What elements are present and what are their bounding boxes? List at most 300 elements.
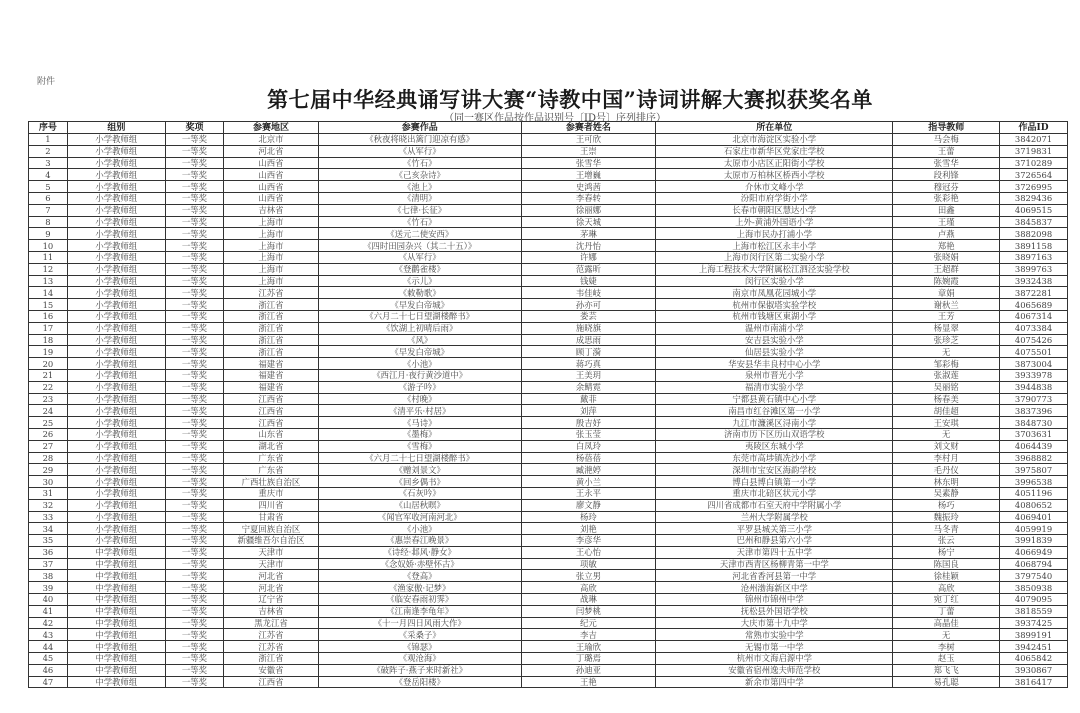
table-row — [29, 653, 1068, 665]
col-work-cell: 《风》 — [318, 334, 521, 346]
col-region-cell: 甘肃省 — [224, 511, 319, 523]
col-region-cell: 浙江省 — [224, 653, 319, 665]
col-teacher-cell: 马会梅 — [893, 134, 1000, 146]
col-teacher-cell: 张彩艳 — [893, 192, 1000, 204]
header-col-teacher: 指导教师 — [893, 122, 1000, 134]
col-unit-cell: 东莞市高埗镇冼沙小学 — [656, 452, 893, 464]
col-index-cell: 14 — [29, 287, 68, 299]
col-work-cell: 《诗经·邶风·静女》 — [318, 546, 521, 558]
col-region-cell: 上海市 — [224, 228, 319, 240]
col-region-cell: 四川省 — [224, 499, 319, 511]
col-teacher-cell: 马冬青 — [893, 523, 1000, 535]
col-region-cell: 上海市 — [224, 216, 319, 228]
col-index-cell: 18 — [29, 334, 68, 346]
table-row — [29, 228, 1068, 240]
col-award-cell: 一等奖 — [165, 358, 223, 370]
table-row — [29, 192, 1068, 204]
col-work-cell: 《锦瑟》 — [318, 641, 521, 653]
col-award-cell: 一等奖 — [165, 487, 223, 499]
col-teacher-cell: 王超群 — [893, 263, 1000, 275]
col-unit-cell: 安徽省宿州逸夫师范学校 — [656, 664, 893, 676]
col-index-cell: 7 — [29, 204, 68, 216]
col-name-cell: 蒋巧真 — [521, 358, 656, 370]
col-index-cell: 36 — [29, 546, 68, 558]
col-teacher-cell: 无 — [893, 428, 1000, 440]
col-award-cell: 一等奖 — [165, 346, 223, 358]
col-index-cell: 22 — [29, 381, 68, 393]
col-teacher-cell: 李树 — [893, 641, 1000, 653]
col-work-cell: 《村晚》 — [318, 393, 521, 405]
col-work-id-cell: 3790773 — [1000, 393, 1068, 405]
col-name-cell: 徐天城 — [521, 216, 656, 228]
col-teacher-cell: 段利锋 — [893, 169, 1000, 181]
col-index-cell: 26 — [29, 428, 68, 440]
col-work-id-cell: 3996538 — [1000, 476, 1068, 488]
col-name-cell: 孙亦可 — [521, 299, 656, 311]
col-name-cell: 成思雨 — [521, 334, 656, 346]
col-teacher-cell: 张淑莲 — [893, 369, 1000, 381]
col-work-id-cell: 4069401 — [1000, 511, 1068, 523]
col-region-cell: 黑龙江省 — [224, 617, 319, 629]
col-work-id-cell: 3891158 — [1000, 240, 1068, 252]
col-award-cell: 一等奖 — [165, 546, 223, 558]
col-name-cell: 王增巍 — [521, 169, 656, 181]
col-unit-cell: 温州市南浦小学 — [656, 322, 893, 334]
table-row — [29, 641, 1068, 653]
col-work-cell: 《竹石》 — [318, 157, 521, 169]
col-index-cell: 44 — [29, 641, 68, 653]
col-award-cell: 一等奖 — [165, 181, 223, 193]
col-unit-cell: 沧州渤海新区中学 — [656, 582, 893, 594]
col-work-cell: 《游子吟》 — [318, 381, 521, 393]
col-name-cell: 廖文静 — [521, 499, 656, 511]
col-teacher-cell: 郑飞飞 — [893, 664, 1000, 676]
col-group-cell: 中学教师组 — [67, 629, 165, 641]
col-work-cell: 《敕勒歌》 — [318, 287, 521, 299]
col-work-id-cell: 3703631 — [1000, 428, 1068, 440]
col-work-cell: 《清明》 — [318, 192, 521, 204]
table-row — [29, 405, 1068, 417]
col-work-id-cell: 3944838 — [1000, 381, 1068, 393]
col-award-cell: 一等奖 — [165, 629, 223, 641]
col-work-cell: 《从军行》 — [318, 251, 521, 263]
col-work-id-cell: 4080652 — [1000, 499, 1068, 511]
col-group-cell: 小学教师组 — [67, 134, 165, 146]
col-name-cell: 丁璐焉 — [521, 653, 656, 665]
col-award-cell: 一等奖 — [165, 145, 223, 157]
table-row — [29, 546, 1068, 558]
col-index-cell: 41 — [29, 605, 68, 617]
col-work-cell: 《闻官军收河南河北》 — [318, 511, 521, 523]
col-name-cell: 项敏 — [521, 558, 656, 570]
col-teacher-cell: 田鑫 — [893, 204, 1000, 216]
col-work-cell: 《江南逢李龟年》 — [318, 605, 521, 617]
table-row — [29, 511, 1068, 523]
col-unit-cell: 安吉县实验小学 — [656, 334, 893, 346]
col-name-cell: 李彦华 — [521, 535, 656, 547]
col-unit-cell: 闵行区实验小学 — [656, 275, 893, 287]
col-group-cell: 小学教师组 — [67, 204, 165, 216]
col-index-cell: 16 — [29, 310, 68, 322]
header-col-unit: 所在单位 — [656, 122, 893, 134]
col-teacher-cell: 谢秋兰 — [893, 299, 1000, 311]
col-work-cell: 《观沧海》 — [318, 653, 521, 665]
col-region-cell: 福建省 — [224, 369, 319, 381]
col-work-cell: 《早发白帝城》 — [318, 346, 521, 358]
col-group-cell: 小学教师组 — [67, 310, 165, 322]
col-group-cell: 小学教师组 — [67, 511, 165, 523]
table-row — [29, 676, 1068, 688]
col-region-cell: 浙江省 — [224, 346, 319, 358]
col-region-cell: 山西省 — [224, 181, 319, 193]
col-index-cell: 5 — [29, 181, 68, 193]
col-group-cell: 中学教师组 — [67, 570, 165, 582]
col-region-cell: 安徽省 — [224, 664, 319, 676]
col-index-cell: 6 — [29, 192, 68, 204]
header-col-work-id: 作品ID — [1000, 122, 1068, 134]
col-group-cell: 中学教师组 — [67, 546, 165, 558]
col-group-cell: 小学教师组 — [67, 275, 165, 287]
col-group-cell: 中学教师组 — [67, 664, 165, 676]
col-work-cell: 《西江月·夜行黄沙道中》 — [318, 369, 521, 381]
col-group-cell: 小学教师组 — [67, 287, 165, 299]
col-index-cell: 34 — [29, 523, 68, 535]
col-index-cell: 42 — [29, 617, 68, 629]
col-work-id-cell: 4069515 — [1000, 204, 1068, 216]
col-award-cell: 一等奖 — [165, 452, 223, 464]
col-work-cell: 《送元二使安西》 — [318, 228, 521, 240]
col-group-cell: 小学教师组 — [67, 428, 165, 440]
col-work-cell: 《四时田园杂兴（其二十五）》 — [318, 240, 521, 252]
col-region-cell: 广东省 — [224, 464, 319, 476]
col-award-cell: 一等奖 — [165, 157, 223, 169]
table-row — [29, 299, 1068, 311]
col-teacher-cell: 王瑾 — [893, 216, 1000, 228]
col-teacher-cell: 陈婉霞 — [893, 275, 1000, 287]
col-work-cell: 《六月二十七日望湖楼醉书》 — [318, 452, 521, 464]
col-region-cell: 浙江省 — [224, 310, 319, 322]
col-unit-cell: 深圳市宝安区海韵学校 — [656, 464, 893, 476]
col-name-cell: 张立男 — [521, 570, 656, 582]
col-index-cell: 17 — [29, 322, 68, 334]
col-award-cell: 一等奖 — [165, 393, 223, 405]
col-work-cell: 《采桑子》 — [318, 629, 521, 641]
table-row — [29, 428, 1068, 440]
col-work-id-cell: 3797540 — [1000, 570, 1068, 582]
col-work-id-cell: 3899191 — [1000, 629, 1068, 641]
col-index-cell: 10 — [29, 240, 68, 252]
table-body — [29, 134, 1068, 688]
col-name-cell: 杨蓓蓓 — [521, 452, 656, 464]
col-name-cell: 李春转 — [521, 192, 656, 204]
col-name-cell: 王崇 — [521, 145, 656, 157]
col-index-cell: 11 — [29, 251, 68, 263]
col-name-cell: 黄小兰 — [521, 476, 656, 488]
col-region-cell: 天津市 — [224, 558, 319, 570]
col-region-cell: 上海市 — [224, 251, 319, 263]
col-unit-cell: 巴州和静县第六小学 — [656, 535, 893, 547]
col-region-cell: 江西省 — [224, 417, 319, 429]
col-unit-cell: 上外-黄浦外国语小学 — [656, 216, 893, 228]
col-unit-cell: 长春市朝阳区慧达小学 — [656, 204, 893, 216]
col-work-cell: 《雪梅》 — [318, 440, 521, 452]
col-group-cell: 小学教师组 — [67, 322, 165, 334]
col-region-cell: 江西省 — [224, 676, 319, 688]
col-unit-cell: 大庆市第十九中学 — [656, 617, 893, 629]
col-teacher-cell: 张云 — [893, 535, 1000, 547]
col-unit-cell: 宁都县黄石镇中心小学 — [656, 393, 893, 405]
col-work-id-cell: 3816417 — [1000, 676, 1068, 688]
col-work-cell: 《石灰吟》 — [318, 487, 521, 499]
col-index-cell: 9 — [29, 228, 68, 240]
col-teacher-cell: 毛丹仪 — [893, 464, 1000, 476]
col-teacher-cell: 无 — [893, 629, 1000, 641]
col-unit-cell: 石家庄市新华区党家庄学校 — [656, 145, 893, 157]
col-group-cell: 中学教师组 — [67, 594, 165, 606]
col-work-cell: 《六月二十七日望湖楼醉书》 — [318, 310, 521, 322]
col-index-cell: 23 — [29, 393, 68, 405]
col-award-cell: 一等奖 — [165, 535, 223, 547]
col-name-cell: 张雪华 — [521, 157, 656, 169]
col-region-cell: 山西省 — [224, 169, 319, 181]
col-teacher-cell: 易孔聪 — [893, 676, 1000, 688]
col-teacher-cell: 王安琪 — [893, 417, 1000, 429]
col-group-cell: 小学教师组 — [67, 346, 165, 358]
col-region-cell: 吉林省 — [224, 204, 319, 216]
col-unit-cell: 福清市实验小学 — [656, 381, 893, 393]
col-work-cell: 《登鹳雀楼》 — [318, 263, 521, 275]
col-index-cell: 24 — [29, 405, 68, 417]
col-award-cell: 一等奖 — [165, 263, 223, 275]
col-teacher-cell: 张珍芝 — [893, 334, 1000, 346]
col-unit-cell: 天津市西青区杨柳青第一中学 — [656, 558, 893, 570]
col-unit-cell: 泉州市晋光小学 — [656, 369, 893, 381]
col-work-id-cell: 3872281 — [1000, 287, 1068, 299]
header-col-work: 参赛作品 — [318, 122, 521, 134]
col-teacher-cell: 林东明 — [893, 476, 1000, 488]
col-region-cell: 北京市 — [224, 134, 319, 146]
col-region-cell: 宁夏回族自治区 — [224, 523, 319, 535]
col-award-cell: 一等奖 — [165, 653, 223, 665]
col-unit-cell: 常熟市实验中学 — [656, 629, 893, 641]
col-name-cell: 臧滟婷 — [521, 464, 656, 476]
col-work-cell: 《惠崇春江晚景》 — [318, 535, 521, 547]
col-group-cell: 中学教师组 — [67, 558, 165, 570]
col-name-cell: 刘艳 — [521, 523, 656, 535]
col-work-id-cell: 3932438 — [1000, 275, 1068, 287]
table-row — [29, 535, 1068, 547]
col-work-id-cell: 3968882 — [1000, 452, 1068, 464]
col-group-cell: 小学教师组 — [67, 169, 165, 181]
col-name-cell: 高欣 — [521, 582, 656, 594]
table-row — [29, 617, 1068, 629]
col-teacher-cell: 胡佳超 — [893, 405, 1000, 417]
col-unit-cell: 杭州市钱塘区東湖小学 — [656, 310, 893, 322]
col-group-cell: 小学教师组 — [67, 145, 165, 157]
col-unit-cell: 南昌市红谷滩区第一小学 — [656, 405, 893, 417]
col-work-cell: 《示儿》 — [318, 275, 521, 287]
col-award-cell: 一等奖 — [165, 440, 223, 452]
col-award-cell: 一等奖 — [165, 605, 223, 617]
col-group-cell: 小学教师组 — [67, 334, 165, 346]
table-row — [29, 346, 1068, 358]
col-region-cell: 浙江省 — [224, 299, 319, 311]
col-work-id-cell: 3829436 — [1000, 192, 1068, 204]
col-work-id-cell: 4065689 — [1000, 299, 1068, 311]
col-award-cell: 一等奖 — [165, 216, 223, 228]
col-name-cell: 范露昕 — [521, 263, 656, 275]
col-work-id-cell: 3975807 — [1000, 464, 1068, 476]
col-group-cell: 小学教师组 — [67, 417, 165, 429]
col-index-cell: 25 — [29, 417, 68, 429]
col-unit-cell: 天津市第四十五中学 — [656, 546, 893, 558]
col-index-cell: 29 — [29, 464, 68, 476]
col-unit-cell: 仙居县实验小学 — [656, 346, 893, 358]
col-award-cell: 一等奖 — [165, 240, 223, 252]
col-index-cell: 8 — [29, 216, 68, 228]
table-row — [29, 464, 1068, 476]
col-award-cell: 一等奖 — [165, 228, 223, 240]
table-row — [29, 134, 1068, 146]
col-index-cell: 32 — [29, 499, 68, 511]
col-region-cell: 辽宁省 — [224, 594, 319, 606]
col-group-cell: 小学教师组 — [67, 405, 165, 417]
col-teacher-cell: 高欣 — [893, 582, 1000, 594]
col-award-cell: 一等奖 — [165, 251, 223, 263]
col-teacher-cell: 宛丁红 — [893, 594, 1000, 606]
col-region-cell: 浙江省 — [224, 334, 319, 346]
col-unit-cell: 夷陵区东城小学 — [656, 440, 893, 452]
table-row — [29, 664, 1068, 676]
col-award-cell: 一等奖 — [165, 558, 223, 570]
col-unit-cell: 南京市凤凰花园城小学 — [656, 287, 893, 299]
col-group-cell: 小学教师组 — [67, 181, 165, 193]
col-teacher-cell: 杨春美 — [893, 393, 1000, 405]
col-unit-cell: 杭州市保俶塔实验学校 — [656, 299, 893, 311]
col-group-cell: 小学教师组 — [67, 240, 165, 252]
col-work-cell: 《登高》 — [318, 570, 521, 582]
col-teacher-cell: 卢燕 — [893, 228, 1000, 240]
col-index-cell: 21 — [29, 369, 68, 381]
col-award-cell: 一等奖 — [165, 322, 223, 334]
col-work-id-cell: 3899763 — [1000, 263, 1068, 275]
table-row — [29, 558, 1068, 570]
col-work-id-cell: 4066949 — [1000, 546, 1068, 558]
col-group-cell: 小学教师组 — [67, 535, 165, 547]
col-index-cell: 15 — [29, 299, 68, 311]
col-work-cell: 《赠刘景文》 — [318, 464, 521, 476]
col-award-cell: 一等奖 — [165, 310, 223, 322]
col-work-id-cell: 3991839 — [1000, 535, 1068, 547]
col-unit-cell: 抚松县外国语学校 — [656, 605, 893, 617]
col-unit-cell: 太原市小店区正阳街小学校 — [656, 157, 893, 169]
col-award-cell: 一等奖 — [165, 523, 223, 535]
col-group-cell: 小学教师组 — [67, 192, 165, 204]
col-group-cell: 小学教师组 — [67, 299, 165, 311]
col-index-cell: 1 — [29, 134, 68, 146]
document-title: 第七届中华经典诵写讲大赛“诗教中国”诗词讲解大赛拟获奖名单 — [267, 87, 873, 112]
col-unit-cell: 济南市历下区历山双语学校 — [656, 428, 893, 440]
table-row — [29, 240, 1068, 252]
col-group-cell: 小学教师组 — [67, 216, 165, 228]
col-group-cell: 小学教师组 — [67, 263, 165, 275]
col-work-cell: 《墨梅》 — [318, 428, 521, 440]
col-index-cell: 4 — [29, 169, 68, 181]
col-work-id-cell: 3719831 — [1000, 145, 1068, 157]
col-index-cell: 31 — [29, 487, 68, 499]
table-row — [29, 582, 1068, 594]
col-name-cell: 茅琳 — [521, 228, 656, 240]
col-name-cell: 王心怡 — [521, 546, 656, 558]
col-work-cell: 《临安春雨初霁》 — [318, 594, 521, 606]
col-award-cell: 一等奖 — [165, 299, 223, 311]
col-group-cell: 小学教师组 — [67, 523, 165, 535]
table-row — [29, 570, 1068, 582]
col-group-cell: 小学教师组 — [67, 228, 165, 240]
col-work-cell: 《七律·长征》 — [318, 204, 521, 216]
col-unit-cell: 九江市濂溪区浔南小学 — [656, 417, 893, 429]
col-award-cell: 一等奖 — [165, 287, 223, 299]
col-teacher-cell: 杨显翠 — [893, 322, 1000, 334]
table-row — [29, 476, 1068, 488]
col-index-cell: 37 — [29, 558, 68, 570]
col-group-cell: 中学教师组 — [67, 641, 165, 653]
col-award-cell: 一等奖 — [165, 369, 223, 381]
col-teacher-cell: 陈国良 — [893, 558, 1000, 570]
col-work-id-cell: 3845837 — [1000, 216, 1068, 228]
col-name-cell: 王艳 — [521, 676, 656, 688]
table-row — [29, 487, 1068, 499]
col-group-cell: 中学教师组 — [67, 653, 165, 665]
col-index-cell: 30 — [29, 476, 68, 488]
col-teacher-cell: 无 — [893, 346, 1000, 358]
col-award-cell: 一等奖 — [165, 204, 223, 216]
col-teacher-cell: 张雪华 — [893, 157, 1000, 169]
col-award-cell: 一等奖 — [165, 570, 223, 582]
col-work-id-cell: 3942451 — [1000, 641, 1068, 653]
col-group-cell: 小学教师组 — [67, 157, 165, 169]
col-teacher-cell: 丁蕾 — [893, 605, 1000, 617]
col-name-cell: 王瑜欣 — [521, 641, 656, 653]
col-name-cell: 钱婕 — [521, 275, 656, 287]
col-work-cell: 《念奴娇·赤壁怀古》 — [318, 558, 521, 570]
col-index-cell: 47 — [29, 676, 68, 688]
col-region-cell: 山西省 — [224, 192, 319, 204]
col-region-cell: 浙江省 — [224, 322, 319, 334]
col-award-cell: 一等奖 — [165, 417, 223, 429]
col-index-cell: 45 — [29, 653, 68, 665]
col-work-id-cell: 3818559 — [1000, 605, 1068, 617]
col-work-cell: 《小池》 — [318, 358, 521, 370]
col-teacher-cell: 李村月 — [893, 452, 1000, 464]
col-name-cell: 白凤玲 — [521, 440, 656, 452]
table-row — [29, 310, 1068, 322]
col-index-cell: 46 — [29, 664, 68, 676]
table-row — [29, 369, 1068, 381]
col-teacher-cell: 杨巧 — [893, 499, 1000, 511]
col-unit-cell: 上海市民办打浦小学 — [656, 228, 893, 240]
col-unit-cell: 重庆市北碚区状元小学 — [656, 487, 893, 499]
col-name-cell: 顾丁漪 — [521, 346, 656, 358]
table-row — [29, 417, 1068, 429]
table-row — [29, 452, 1068, 464]
col-work-id-cell: 3848730 — [1000, 417, 1068, 429]
award-list-table — [28, 121, 1068, 688]
header-col-name: 参赛者姓名 — [521, 122, 656, 134]
col-region-cell: 广东省 — [224, 452, 319, 464]
col-work-id-cell: 3897163 — [1000, 251, 1068, 263]
col-unit-cell: 上海工程技术大学附属松江泗泾实验学校 — [656, 263, 893, 275]
